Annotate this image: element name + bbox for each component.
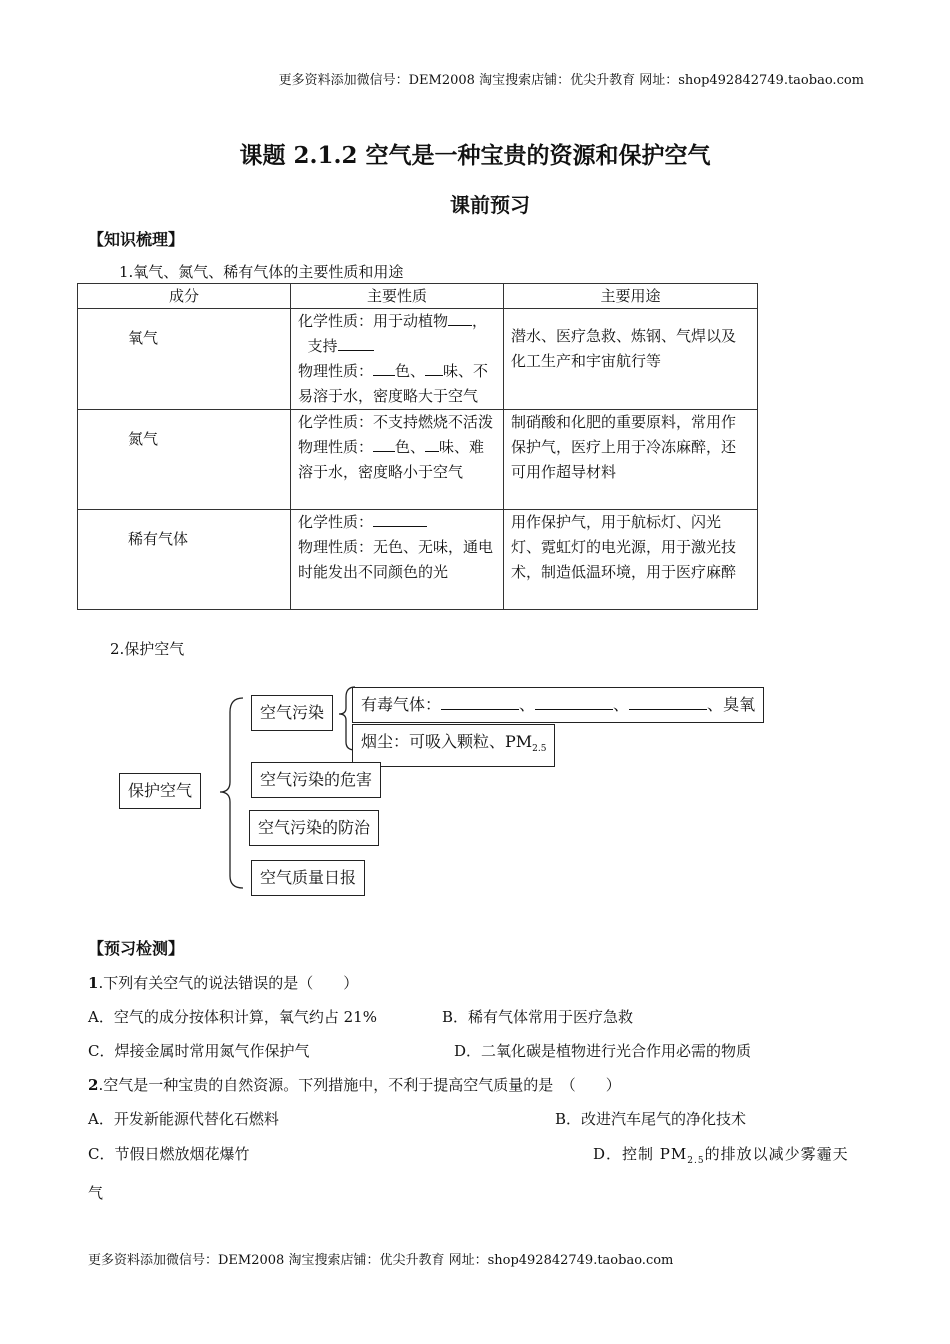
node-pollution-harm: 空气污染的危害 — [251, 762, 381, 798]
row-uses: 潜水、医疗急救、炼钢、气焊以及化工生产和宇宙航行等 — [504, 309, 758, 410]
q2-option-d-wrap: 气 — [88, 1184, 104, 1202]
q2-option-a: A．开发新能源代替化石燃料 — [88, 1110, 279, 1128]
header-component: 成分 — [78, 284, 291, 309]
node-dust: 烟尘：可吸入颗粒、$PM_{2.5}$ — [352, 724, 555, 767]
node-pollution-prevention: 空气污染的防治 — [249, 810, 379, 846]
q2-option-d: D．控制 $PM_{2.5}$的排放以减少雾霾天 — [593, 1145, 849, 1166]
page-subtitle: 课前预习 — [450, 193, 530, 217]
node-protect-air: 保护空气 — [119, 773, 201, 809]
footer-note: 更多资料添加微信号：DEM2008 淘宝搜索店铺：优尖升教育 网址：shop492842749.taobao.com — [88, 1253, 674, 1268]
row-uses: 用作保护气，用于航标灯、闪光灯、霓虹灯的电光源，用于激光技术，制造低温环境，用于医疗麻醉 — [504, 510, 758, 610]
node-toxic-gases: 有毒气体： 、 、 、臭氧 — [352, 687, 764, 723]
q2-option-c: C．节假日燃放烟花爆竹 — [88, 1145, 250, 1163]
row-properties: 化学性质：不支持燃烧不活泼 物理性质： 色、 味、难溶于水，密度略小于空气 — [291, 410, 504, 510]
question-2-stem: 2.空气是一种宝贵的自然资源。下列措施中，不利于提高空气质量的是 （ ） — [88, 1076, 621, 1094]
header-properties: 主要性质 — [291, 284, 504, 309]
q2-option-b: B．改进汽车尾气的净化技术 — [555, 1110, 747, 1128]
section-knowledge: 【知识梳理】 — [88, 230, 185, 249]
row-properties: 化学性质：用于动植物 ， 支持 物理性质： 色、 味、不易溶于水，密度略大于空气 — [291, 309, 504, 410]
fill-blank — [441, 693, 519, 710]
fill-blank — [629, 693, 707, 710]
q1-option-d: D．二氧化碳是植物进行光合作用必需的物质 — [454, 1042, 752, 1060]
node-air-quality-report: 空气质量日报 — [251, 860, 365, 896]
row-component: 氧气 — [78, 309, 291, 410]
row-component: 氮气 — [78, 410, 291, 510]
header-note: 更多资料添加微信号：DEM2008 淘宝搜索店铺：优尖升教育 网址：shop492842749.taobao.com — [278, 73, 864, 88]
q2-heading: 2.保护空气 — [110, 640, 185, 658]
q1-option-c: C．焊接金属时常用氮气作保护气 — [88, 1042, 310, 1060]
row-properties: 化学性质： 物理性质：无色、无味，通电时能发出不同颜色的光 — [291, 510, 504, 610]
q1-option-b: B．稀有气体常用于医疗急救 — [442, 1008, 634, 1026]
q1-option-a: A．空气的成分按体积计算，氧气约占 21% — [88, 1008, 377, 1026]
section-check: 【预习检测】 — [88, 939, 185, 958]
page-title: 课题 2.1.2 空气是一种宝贵的资源和保护空气 — [239, 142, 711, 169]
row-uses: 制硝酸和化肥的重要原料，常用作保护气，医疗上用于冷冻麻醉，还可用作超导材料 — [504, 410, 758, 510]
question-1-stem: 1.下列有关空气的说法错误的是（ ） — [88, 974, 359, 992]
header-uses: 主要用途 — [504, 284, 758, 309]
q1-heading: 1.氧气、氮气、稀有气体的主要性质和用途 — [119, 263, 404, 281]
fill-blank — [535, 693, 613, 710]
row-component: 稀有气体 — [78, 510, 291, 610]
node-air-pollution: 空气污染 — [251, 695, 333, 731]
